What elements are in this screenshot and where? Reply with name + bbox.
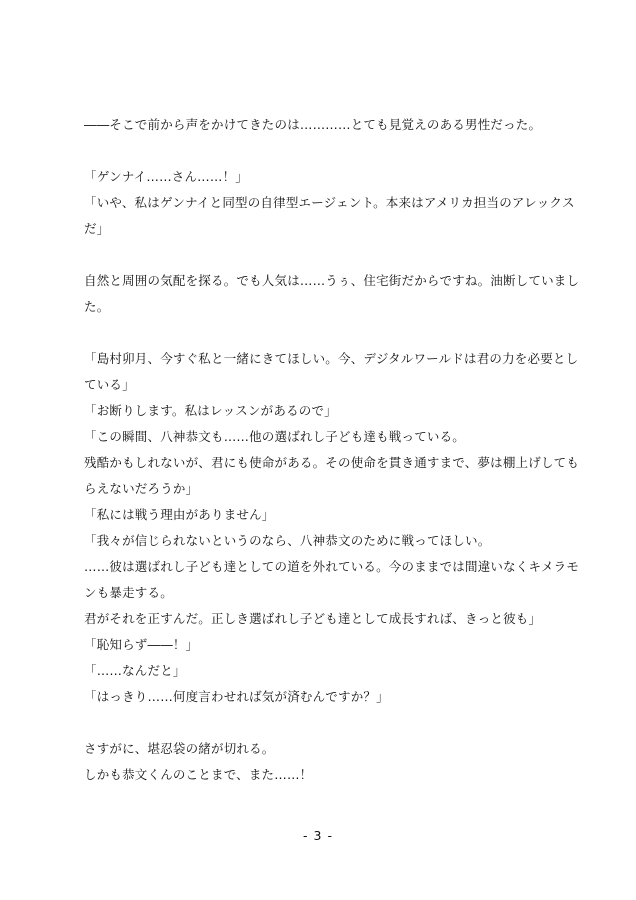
text-line: 「ゲンナイ……さん……！」 <box>84 169 248 184</box>
text-line: 自然と周囲の気配を探る。でも人気は……うぅ、住宅街だからですね。油断していまし <box>84 273 580 288</box>
text-line: ている」 <box>84 377 135 392</box>
text-line: らえないだろうか」 <box>84 481 199 496</box>
page-number: - 3 - <box>303 828 333 843</box>
text-line: ンも暴走する。 <box>84 585 173 600</box>
text-line: ……彼は選ばれし子ども達としての道を外れている。今のままでは間違いなくキメラモ <box>84 559 580 574</box>
text-line: 残酷かもしれないが、君にも使命がある。その使命を貫き通すまで、夢は棚上げしても <box>84 455 580 470</box>
text-line: さすがに、堪忍袋の緒が切れる。 <box>84 741 275 756</box>
blank-line <box>84 242 564 268</box>
text-line: 「我々が信じられないというのなら、八神恭文のために戦ってほしい。 <box>84 533 491 548</box>
text-line: 「……なんだと」 <box>84 663 186 678</box>
blank-line <box>84 710 564 736</box>
text-line: 「はっきり……何度言わせれば気が済むんですか？」 <box>84 689 389 704</box>
text-line: 「私には戦う理由がありません」 <box>84 507 275 522</box>
text-line: だ」 <box>84 221 110 236</box>
blank-line <box>84 320 564 346</box>
text-line: 「いや、私はゲンナイと同型の自律型エージェント。本来はアメリカ担当のアレックス <box>84 195 575 210</box>
text-line: 「お断りします。私はレッスンがあるので」 <box>84 403 337 418</box>
text-line: た。 <box>84 299 110 314</box>
text-line: しかも恭文くんのことまで、また……！ <box>84 767 313 782</box>
text-line: 「島村卯月、今すぐ私と一緒にきてほしい。今、デジタルワールドは君の力を必要とし <box>84 351 579 366</box>
text-line: 君がそれを正すんだ。正しき選ばれし子ども達として成長すれば、きっと彼も」 <box>84 611 542 626</box>
text-line: ――そこで前から声をかけてきたのは…………とても見覚えのある男性だった。 <box>84 117 542 132</box>
text-line: 「恥知らず――！」 <box>84 637 199 652</box>
body-text <box>84 112 580 788</box>
text-line: 「この瞬間、八神恭文も……他の選ばれし子ども達も戦っている。 <box>84 429 466 444</box>
blank-line <box>84 138 564 164</box>
